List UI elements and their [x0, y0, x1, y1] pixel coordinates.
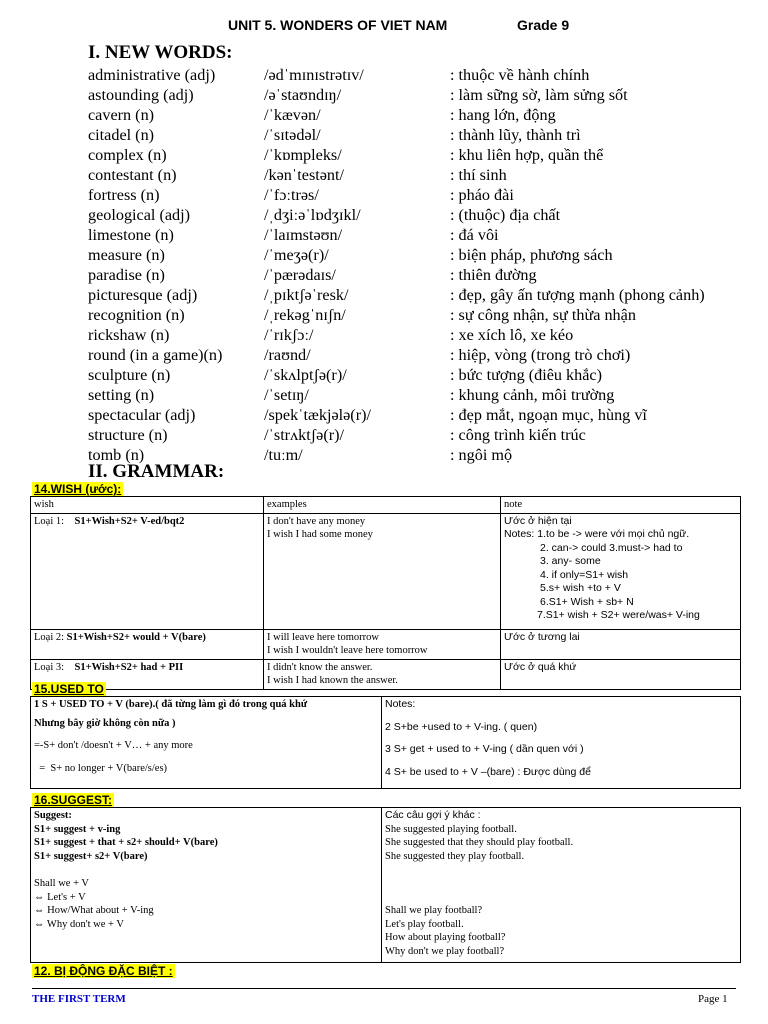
used-to-note: 3 S+ get + used to + V-ing ( dần quen với ) — [385, 743, 584, 755]
vocab-meaning: : đẹp mắt, ngoạn mục, hùng vĩ — [450, 406, 647, 424]
vocab-word: fortress (n) — [88, 186, 160, 204]
used-to-formula: 1 S + USED TO + V (bare).( đã từng làm gì đó trong quá khứ — [34, 699, 308, 710]
vocab-word: administrative (adj) — [88, 66, 216, 84]
wish-examples-cell — [264, 629, 501, 659]
wish-notes-cell — [501, 629, 741, 659]
vocab-word: spectacular (adj) — [88, 406, 196, 424]
wish-row-type3 — [31, 659, 741, 689]
wish-formula: S1+Wish+S2+ V-ed/bqt2 — [74, 515, 185, 527]
suggest-example: She suggested they play football. — [385, 850, 525, 862]
vocab-word: round (in a game)(n) — [88, 346, 223, 364]
example-line: I wish I had some money — [267, 529, 373, 540]
vocab-row — [88, 165, 768, 185]
vocab-word: picturesque (adj) — [88, 286, 198, 304]
suggest-row — [31, 808, 741, 963]
wish-examples-cell — [264, 659, 501, 689]
vocab-meaning: : sự công nhận, sự thừa nhận — [450, 306, 636, 324]
vocab-word: setting (n) — [88, 386, 155, 404]
wish-row-type2 — [31, 629, 741, 659]
vocab-row — [88, 65, 768, 85]
vocab-word: citadel (n) — [88, 126, 155, 144]
used-to-right-cell — [382, 697, 741, 789]
vocab-ipa: /tuːm/ — [264, 446, 303, 464]
vocab-ipa: /ˈskʌlptʃə(r)/ — [264, 366, 347, 384]
vocab-meaning: : (thuộc) địa chất — [450, 206, 561, 224]
note-line: Ước ở hiện tại — [504, 514, 572, 527]
wish-examples-cell — [264, 513, 501, 629]
note-line: 6.S1+ Wish + sb+ N — [540, 595, 634, 608]
vocab-ipa: /ˈrɪkʃɔː/ — [264, 326, 314, 344]
wish-table — [30, 496, 741, 690]
vocab-meaning: : thí sinh — [450, 166, 507, 184]
used-to-formula-cont: Nhưng bây giờ không còn nữa ) — [34, 717, 176, 729]
vocab-meaning: : khung cảnh, môi trường — [450, 386, 615, 404]
vocab-word: tomb (n) — [88, 446, 145, 464]
vocab-ipa: /əˈstaʊndɪŋ/ — [264, 86, 342, 104]
vocab-meaning: : biện pháp, phương sách — [450, 246, 613, 264]
vocab-ipa: /ˌpɪktʃəˈresk/ — [264, 286, 349, 304]
vocab-ipa: /kənˈtestənt/ — [264, 166, 345, 184]
suggest-formula: S1+ suggest + v-ing — [34, 823, 121, 835]
wish-type-cell — [31, 513, 264, 629]
used-to-heading: 15.USED TO — [34, 682, 104, 696]
suggest-formula: Suggest: — [34, 810, 72, 821]
wish-type-label: Loại 3: — [34, 661, 65, 673]
footer-divider — [32, 988, 736, 989]
vocab-word: astounding (adj) — [88, 86, 194, 104]
vocab-row — [88, 285, 768, 305]
note-line: Notes: 1.to be -> were với mọi chủ ngữ. — [504, 528, 690, 540]
vocab-row — [88, 405, 768, 425]
vocab-ipa: /ˈlaɪmstəʊn/ — [264, 226, 343, 244]
vocab-row — [88, 385, 768, 405]
suggest-formula: S1+ suggest + that + s2+ should+ V(bare) — [34, 837, 218, 848]
vocab-row — [88, 105, 768, 125]
wish-type-cell — [31, 629, 264, 659]
wish-notes-cell — [501, 659, 741, 689]
vocab-meaning: : thiên đường — [450, 266, 537, 284]
vocab-ipa: /ˈstrʌktʃə(r)/ — [264, 426, 345, 444]
vocab-meaning: : ngôi mộ — [450, 446, 513, 464]
wish-type-label: Loại 1: — [34, 515, 65, 527]
page-header — [0, 17, 768, 37]
note-line: 3. any- some — [540, 555, 601, 567]
vocab-meaning: : đẹp, gây ấn tượng mạnh (phong cảnh) — [450, 286, 705, 304]
note-line: 7.S1+ wish + S2+ were/was+ V-ing — [537, 609, 700, 621]
wish-formula: S1+Wish+S2+ had + PII — [74, 661, 184, 673]
vocab-ipa: /ˌrekəgˈnɪʃn/ — [264, 306, 346, 324]
vocab-word: geological (adj) — [88, 206, 191, 224]
used-to-left-cell — [31, 697, 382, 789]
vocab-ipa: /spekˈtækjələ(r)/ — [264, 406, 371, 424]
wish-notes-cell — [501, 513, 741, 629]
suggest-example: She suggested that they should play football. — [385, 837, 574, 848]
vocab-ipa: /ˈkævən/ — [264, 106, 321, 124]
vocab-meaning: : bức tượng (điêu khắc) — [450, 366, 602, 384]
vocab-meaning: : khu liên hợp, quần thể — [450, 146, 604, 164]
vocab-ipa: /ˈfɔːtrəs/ — [264, 186, 319, 204]
used-to-equivalent: = S+ no longer + V(bare/s/es) — [34, 762, 168, 774]
vocab-row — [88, 185, 768, 205]
passive-heading: 12. BỊ ĐỘNG ĐẶC BIỆT : — [34, 964, 173, 978]
example-line: I will leave here tomorrow — [267, 631, 379, 643]
vocab-row — [88, 325, 768, 345]
suggest-example: She suggested playing football. — [385, 823, 517, 835]
used-to-table — [30, 696, 741, 789]
examples-col-header: examples — [264, 497, 501, 514]
section-new-words-heading: I. NEW WORDS: — [88, 42, 233, 63]
vocab-row — [88, 145, 768, 165]
vocab-ipa: /ədˈmɪnɪstrətɪv/ — [264, 66, 364, 84]
vocab-word: complex (n) — [88, 146, 167, 164]
example-line: I don't have any money — [267, 515, 366, 527]
wish-heading: 14.WISH (ước): — [34, 482, 122, 496]
wish-col-header: wish — [31, 497, 264, 514]
suggest-alt: ⇔ Why don't we + V — [34, 918, 124, 930]
vocab-word: sculpture (n) — [88, 366, 171, 384]
used-to-equivalent: =-S+ don't /doesn't + V… + any more — [34, 740, 193, 751]
suggest-formula: S1+ suggest+ s2+ V(bare) — [34, 850, 148, 862]
section-grammar-heading: II. GRAMMAR: — [88, 461, 225, 482]
suggest-example: Let's play football. — [385, 918, 464, 930]
wish-formula: S1+Wish+S2+ would + V(bare) — [66, 631, 206, 643]
vocab-meaning: : thành lũy, thành trì — [450, 126, 581, 144]
note-line: 4. if only=S1+ wish — [540, 568, 629, 581]
vocab-meaning: : hang lớn, động — [450, 106, 556, 124]
vocab-ipa: /ˈpærədaɪs/ — [264, 266, 336, 284]
vocab-row — [88, 125, 768, 145]
vocab-word: recognition (n) — [88, 306, 185, 324]
used-to-notes-label: Notes: — [385, 698, 416, 710]
suggest-alt: ⇔ How/What about + V-ing — [34, 905, 154, 916]
vocab-word: limestone (n) — [88, 226, 174, 244]
used-to-row — [31, 697, 741, 789]
grade-label: Grade 9 — [517, 17, 570, 33]
vocab-meaning: : xe xích lô, xe kéo — [450, 326, 574, 344]
wish-table-header — [31, 497, 741, 514]
wish-row-type1 — [31, 513, 741, 629]
vocab-meaning: : đá vôi — [450, 226, 499, 244]
suggest-alt: Shall we + V — [34, 878, 90, 889]
note-line: Ước ở quá khứ — [504, 660, 577, 673]
vocab-ipa: /ˌdʒiːəˈlɒdʒɪkl/ — [264, 206, 361, 224]
vocab-ipa: /raʊnd/ — [264, 346, 311, 364]
vocab-word: rickshaw (n) — [88, 326, 170, 344]
suggest-heading: 16.SUGGEST: — [34, 793, 113, 807]
vocab-meaning: : thuộc về hành chính — [450, 66, 590, 84]
vocab-row — [88, 205, 768, 225]
vocab-meaning: : công trình kiến trúc — [450, 426, 586, 444]
vocab-meaning: : hiệp, vòng (trong trò chơi) — [450, 346, 631, 364]
vocab-row — [88, 345, 768, 365]
suggest-example: How about playing football? — [385, 932, 506, 943]
suggest-right-cell — [382, 808, 741, 963]
note-line: Ước ở tương lai — [504, 630, 580, 643]
suggest-alt: ⇔ Let's + V — [34, 891, 86, 903]
vocab-row — [88, 305, 768, 325]
vocab-meaning: : pháo đài — [450, 186, 514, 204]
suggest-table — [30, 807, 741, 963]
example-line: I wish I had known the answer. — [267, 675, 398, 686]
footer-term: THE FIRST TERM — [32, 993, 126, 1005]
vocab-meaning: : làm sững sờ, làm sửng sốt — [450, 86, 628, 104]
vocab-word: structure (n) — [88, 426, 168, 444]
vocab-row — [88, 225, 768, 245]
suggest-example: Shall we play football? — [385, 905, 483, 916]
vocab-word: cavern (n) — [88, 106, 155, 124]
page-number: Page 1 — [698, 993, 728, 1005]
note-col-header: note — [501, 497, 741, 514]
suggest-other-label: Các câu gợi ý khác : — [385, 809, 481, 821]
vocab-row — [88, 365, 768, 385]
vocab-word: paradise (n) — [88, 266, 165, 284]
suggest-left-cell — [31, 808, 382, 963]
suggest-example: Why don't we play football? — [385, 945, 505, 957]
note-line: 5.s+ wish +to + V — [540, 582, 621, 594]
used-to-note: 2 S+be +used to + V-ing. ( quen) — [385, 720, 538, 733]
used-to-note: 4 S+ be used to + V –(bare) : Được dùng để — [385, 765, 591, 778]
vocab-ipa: /ˈsɪtədəl/ — [264, 126, 321, 144]
vocab-word: contestant (n) — [88, 166, 177, 184]
wish-type-label: Loại 2: — [34, 631, 65, 643]
vocab-row — [88, 245, 768, 265]
note-line: 2. can-> could 3.must-> had to — [540, 541, 683, 554]
vocab-row — [88, 85, 768, 105]
unit-title: UNIT 5. WONDERS OF VIET NAM — [228, 17, 448, 33]
vocab-row — [88, 265, 768, 285]
vocab-list — [88, 65, 768, 465]
vocab-ipa: /ˈkɒmpleks/ — [264, 146, 342, 164]
example-line: I didn't know the answer. — [267, 661, 373, 673]
vocab-word: measure (n) — [88, 246, 165, 264]
vocab-ipa: /ˈmeʒə(r)/ — [264, 246, 329, 264]
example-line: I wish I wouldn't leave here tomorrow — [267, 645, 428, 656]
vocab-row — [88, 425, 768, 445]
vocab-ipa: /ˈsetɪŋ/ — [264, 386, 309, 404]
